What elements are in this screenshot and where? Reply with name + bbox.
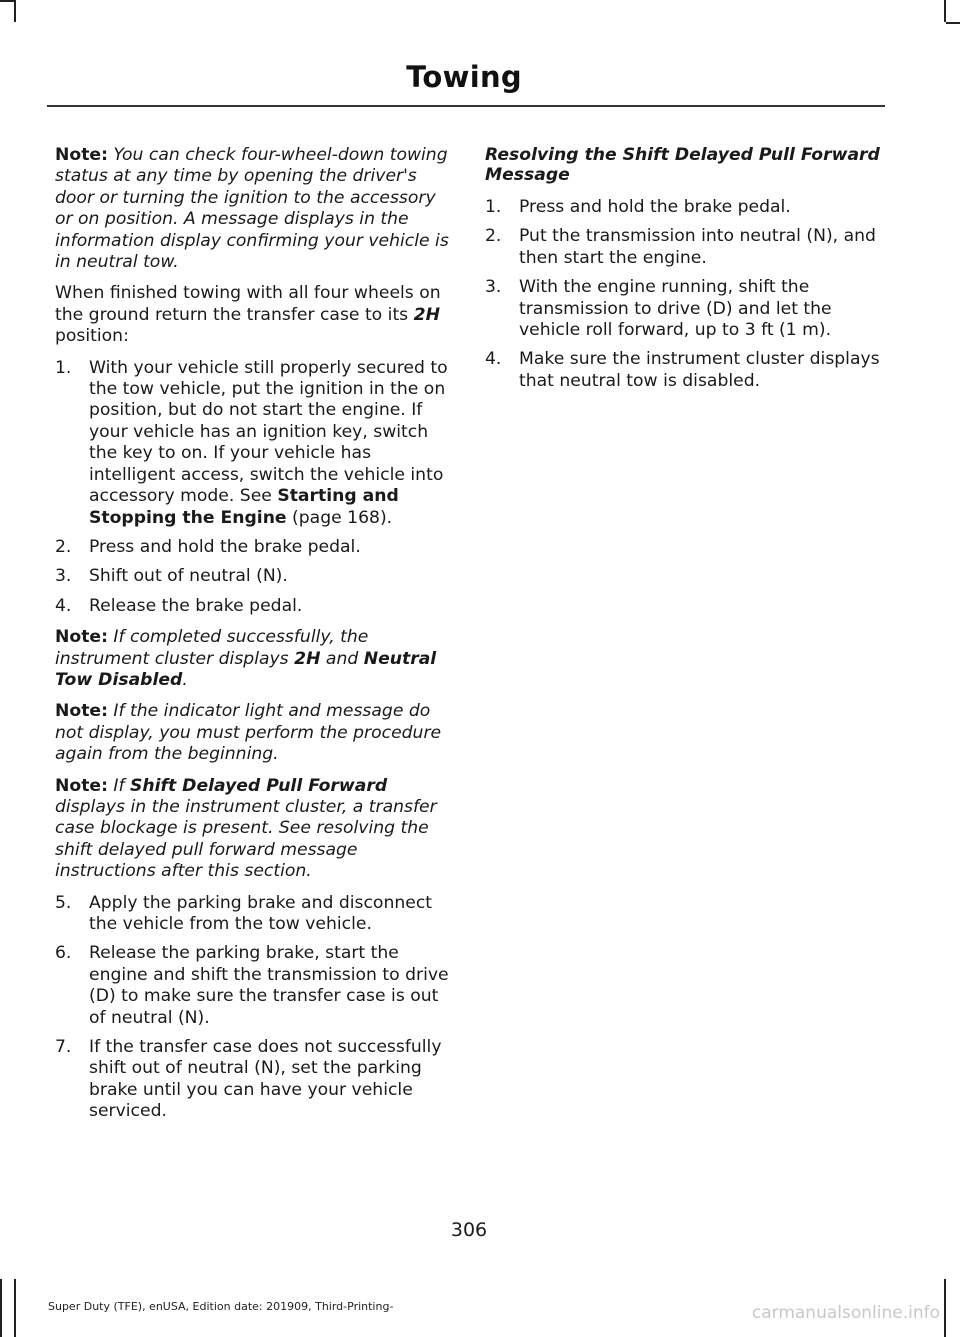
list-item bbox=[485, 197, 885, 218]
crop-mark bbox=[946, 22, 960, 24]
note-paragraph bbox=[55, 776, 450, 883]
list-item bbox=[55, 943, 450, 1029]
text-run: position: bbox=[55, 326, 129, 347]
crop-mark bbox=[0, 0, 14, 2]
crop-mark bbox=[944, 0, 946, 22]
mode-code: 2H bbox=[294, 648, 321, 669]
page-number: 306 bbox=[450, 1219, 488, 1241]
step-text: If the transfer case does not successfully shift out of neutral (N), set the parking brake until you can have your vehicle serviced. bbox=[89, 1037, 442, 1122]
step-number: 7. bbox=[55, 1037, 72, 1058]
watermark: carmanualsonline.info bbox=[751, 1303, 940, 1323]
list-item bbox=[55, 893, 450, 936]
page-title: Towing bbox=[406, 60, 522, 94]
text-run: When finished towing with all four wheels on the ground return the transfer case to its bbox=[55, 283, 441, 325]
footer-edition: Super Duty (TFE), enUSA, Edition date: 201909, Third-Printing- bbox=[48, 1300, 394, 1313]
note-text: If completed successfully, the instrument cluster displays bbox=[55, 627, 369, 669]
step-list bbox=[485, 197, 885, 392]
note-paragraph bbox=[55, 145, 450, 273]
step-text: Shift out of neutral (N). bbox=[89, 566, 288, 587]
step-number: 2. bbox=[55, 536, 72, 557]
step-text: Apply the parking brake and disconnect the vehicle from the tow vehicle. bbox=[89, 892, 433, 934]
list-item bbox=[55, 566, 450, 587]
list-item bbox=[55, 537, 450, 558]
list-item bbox=[485, 226, 885, 269]
note-text: You can check four-wheel-down towing status at any time by opening the driver's door or turning the ignition to the accessory or on position. A message displays in the information display confirming your vehicle is in neutral tow. bbox=[55, 145, 449, 273]
crop-mark bbox=[0, 1279, 2, 1337]
list-item bbox=[55, 358, 450, 529]
list-item bbox=[55, 1037, 450, 1123]
display-message: Neutral Tow Disabled bbox=[55, 648, 437, 690]
cross-reference-link[interactable]: Starting and Stopping the Engine bbox=[89, 486, 399, 528]
crop-mark bbox=[944, 1279, 946, 1337]
display-message: Shift Delayed Pull Forward bbox=[130, 775, 388, 796]
crop-mark bbox=[14, 1279, 16, 1337]
step-text: Make sure the instrument cluster displays that neutral tow is disabled. bbox=[519, 349, 880, 391]
section-heading: Resolving the Shift Delayed Pull Forward Message bbox=[485, 145, 880, 185]
note-label: Note: bbox=[55, 701, 108, 722]
step-text: Release the brake pedal. bbox=[89, 595, 303, 616]
note-label: Note: bbox=[55, 775, 108, 796]
step-text: With the engine running, shift the transmission to drive (D) and let the vehicle roll forward, up to 3 ft (1 m). bbox=[519, 277, 832, 341]
crop-mark bbox=[14, 0, 16, 22]
step-list bbox=[55, 893, 450, 1123]
intro-paragraph bbox=[55, 283, 450, 347]
header-divider bbox=[47, 105, 885, 107]
note-text: If bbox=[107, 775, 130, 796]
list-item bbox=[485, 277, 885, 341]
note-text: displays in the instrument cluster, a transfer case blockage is present. See resolving the shift delayed pull forward message instructions after this section. bbox=[55, 796, 437, 882]
note-label: Note: bbox=[55, 145, 108, 165]
step-text: Press and hold the brake pedal. bbox=[519, 197, 791, 217]
page-reference: (page 168). bbox=[286, 507, 393, 528]
note-paragraph bbox=[55, 627, 450, 691]
step-text: Release the parking brake, start the engine and shift the transmission to drive (D) to make sure the transfer case is out of neutral (N). bbox=[89, 943, 449, 1028]
step-number: 2. bbox=[485, 226, 502, 247]
step-number: 1. bbox=[55, 357, 72, 378]
right-column bbox=[485, 145, 885, 402]
note-label: Note: bbox=[55, 627, 108, 648]
step-number: 4. bbox=[485, 349, 502, 370]
step-number: 3. bbox=[485, 277, 502, 298]
note-text: and bbox=[320, 648, 364, 669]
mode-code: 2H bbox=[413, 304, 440, 325]
note-text: If the indicator light and message do not display, you must perform the procedure again from the beginning. bbox=[55, 701, 442, 765]
step-number: 3. bbox=[55, 566, 72, 587]
step-text: Press and hold the brake pedal. bbox=[89, 536, 361, 557]
list-item bbox=[55, 596, 450, 617]
note-paragraph bbox=[55, 701, 450, 765]
step-list bbox=[55, 358, 450, 617]
step-number: 6. bbox=[55, 943, 72, 964]
note-text: . bbox=[182, 669, 188, 690]
step-text: With your vehicle still properly secured to the tow vehicle, put the ignition in the on position, but do not start the engine. If your vehicle has an ignition key, switch the key to on. If your vehicle has intelligent access, switch the vehicle into accessory mode. See bbox=[89, 357, 448, 507]
left-column bbox=[55, 145, 450, 1133]
step-text: Put the transmission into neutral (N), and then start the engine. bbox=[519, 226, 876, 268]
list-item bbox=[485, 349, 885, 392]
step-number: 4. bbox=[55, 595, 72, 616]
step-number: 5. bbox=[55, 892, 72, 913]
step-number: 1. bbox=[485, 197, 502, 217]
